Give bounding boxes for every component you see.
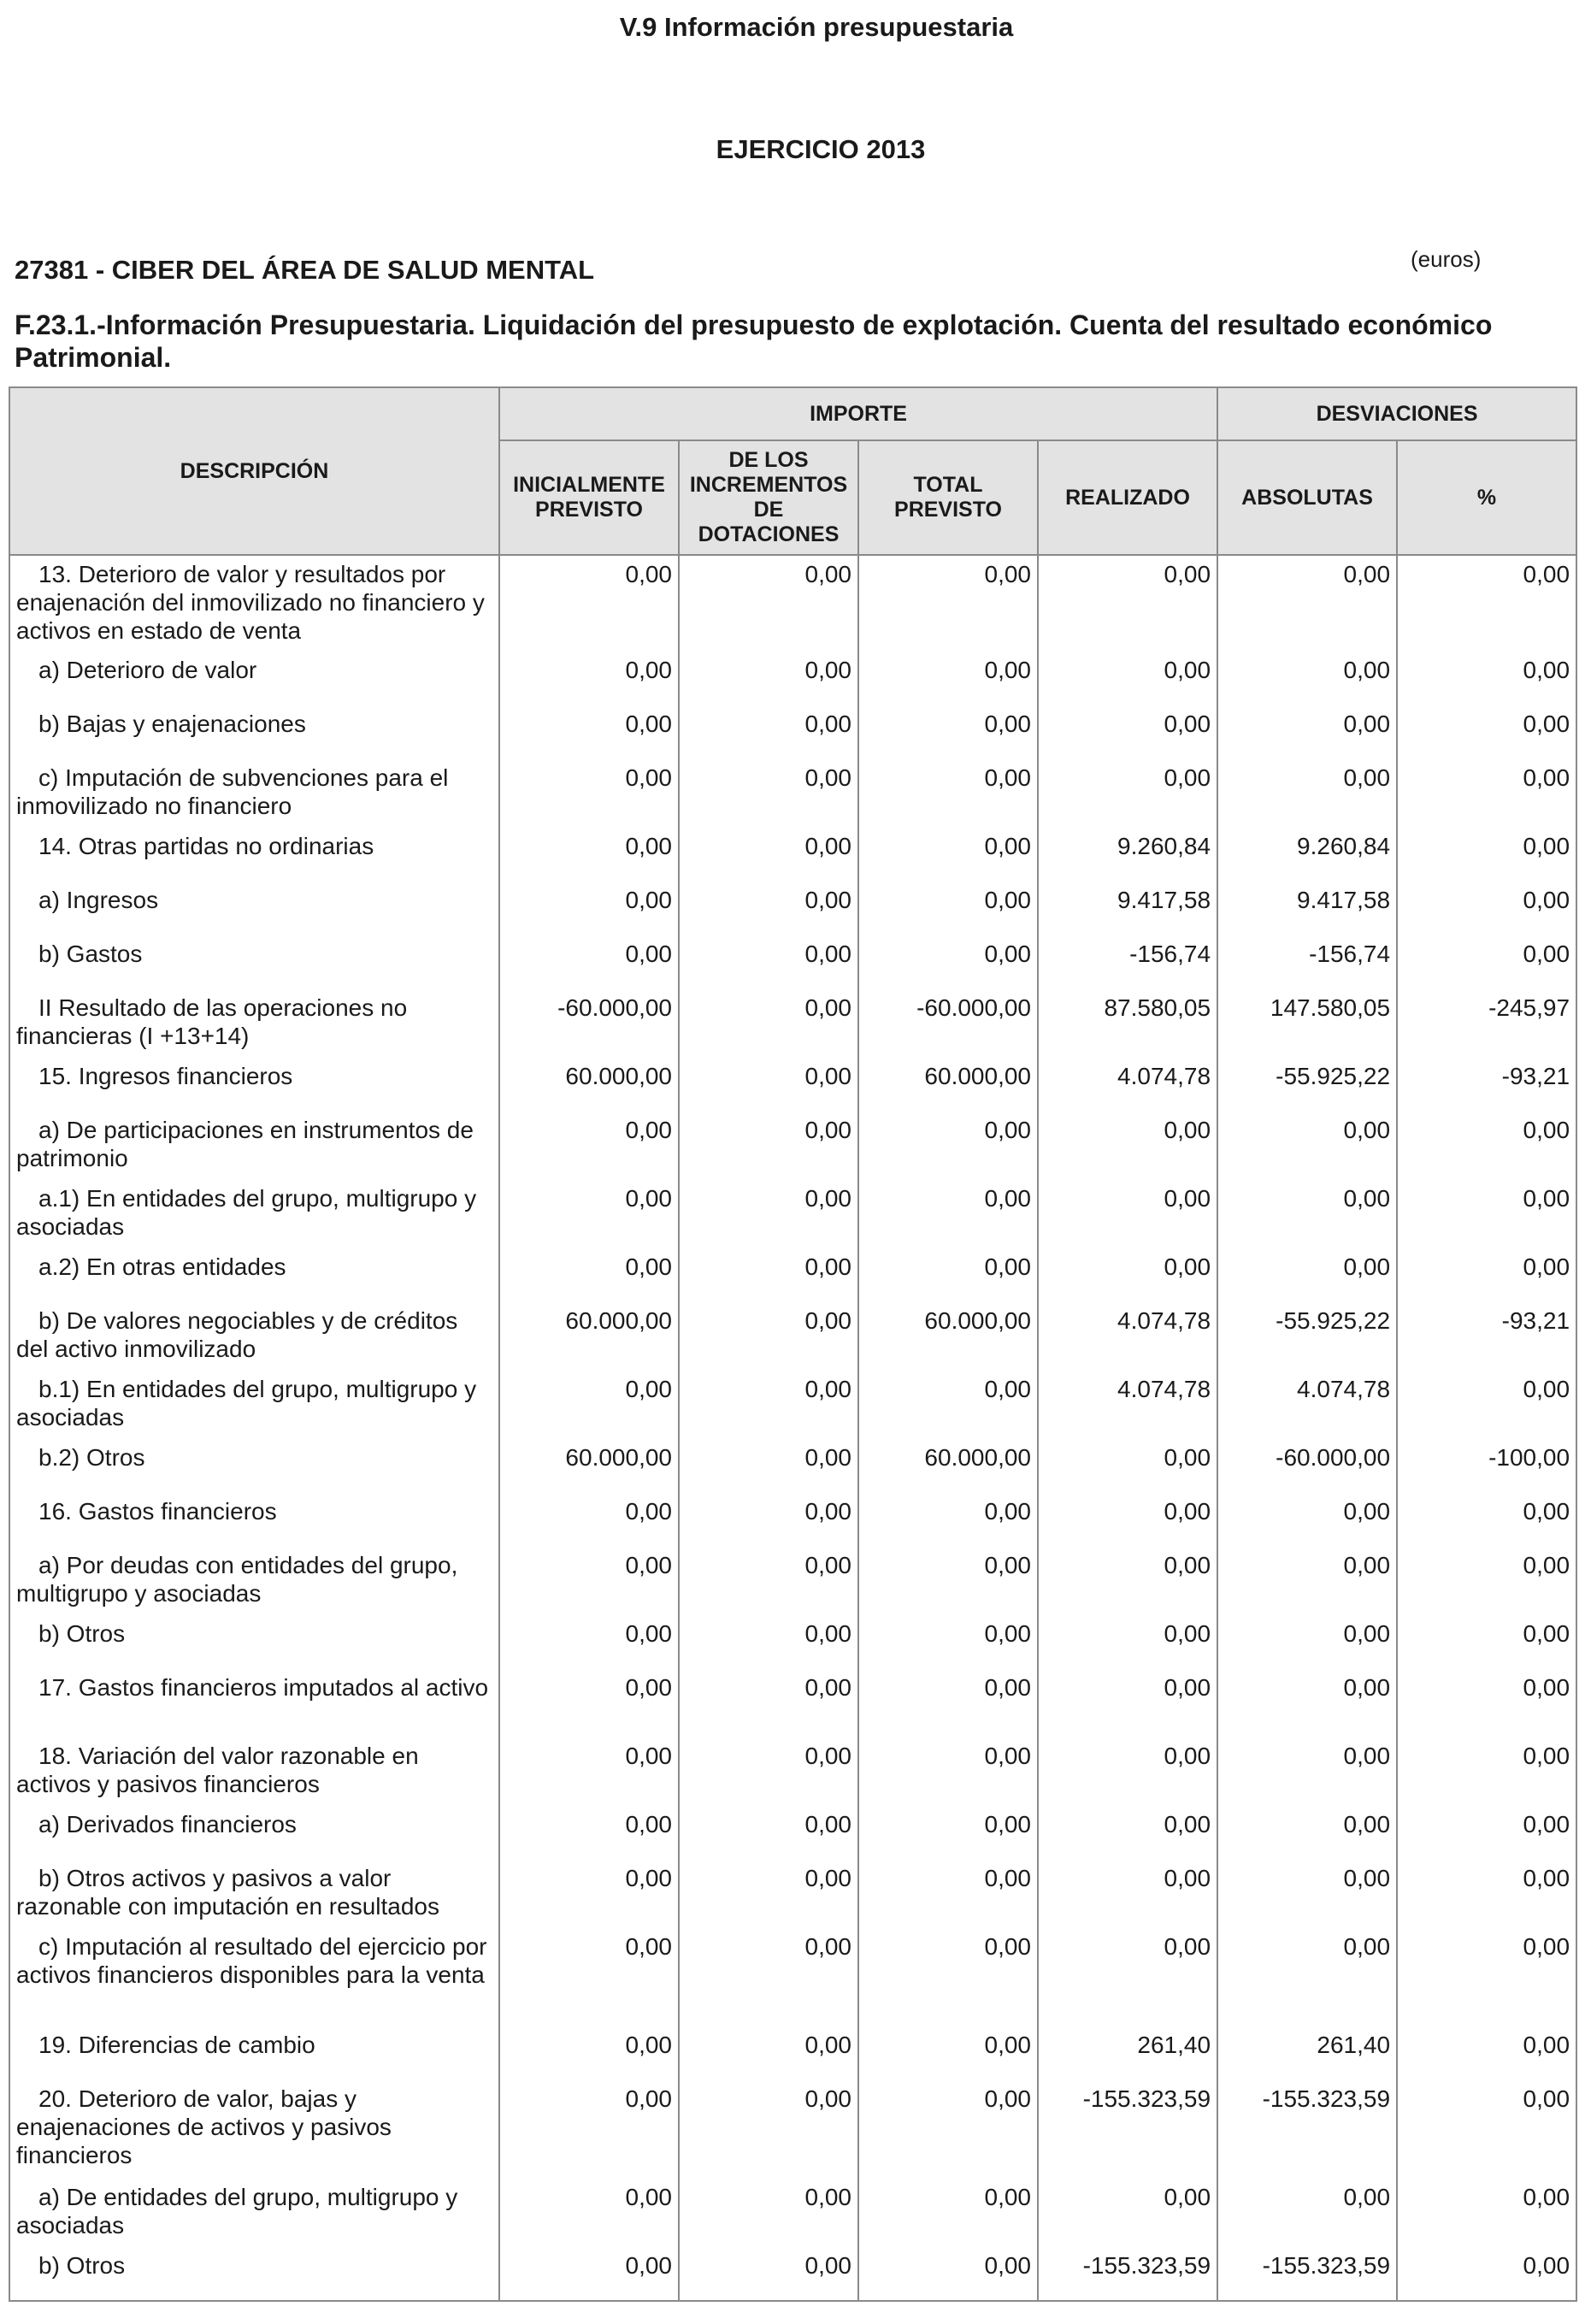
table-row — [9, 1439, 1576, 1493]
cell-total-previsto: 0,00 — [858, 882, 1038, 935]
cell-porcentaje: 0,00 — [1397, 555, 1576, 652]
row-description: a) De entidades del grupo, multigrupo y asociadas — [9, 2179, 499, 2247]
cell-realizado: 0,00 — [1038, 1615, 1217, 1669]
cell-inicialmente-previsto: 0,00 — [499, 2247, 679, 2301]
table-row — [9, 2247, 1576, 2301]
cell-realizado: 0,00 — [1038, 2179, 1217, 2247]
table-row — [9, 2026, 1576, 2080]
cell-inicialmente-previsto: 0,00 — [499, 1806, 679, 1860]
cell-porcentaje: 0,00 — [1397, 705, 1576, 759]
row-description: II Resultado de las operaciones no financieras (I +13+14) — [9, 989, 499, 1058]
cell-realizado: 0,00 — [1038, 1547, 1217, 1615]
cell-incrementos-dotaciones: 0,00 — [679, 1112, 858, 1180]
header-desviaciones: DESVIACIONES — [1217, 387, 1576, 440]
cell-inicialmente-previsto: 0,00 — [499, 1928, 679, 2026]
cell-realizado: 4.074,78 — [1038, 1302, 1217, 1371]
cell-realizado: -155.323,59 — [1038, 2080, 1217, 2179]
entity-name: 27381 - CIBER DEL ÁREA DE SALUD MENTAL — [15, 255, 595, 285]
cell-porcentaje: 0,00 — [1397, 1180, 1576, 1248]
cell-incrementos-dotaciones: 0,00 — [679, 759, 858, 828]
cell-incrementos-dotaciones: 0,00 — [679, 882, 858, 935]
cell-realizado: 0,00 — [1038, 1180, 1217, 1248]
table-row — [9, 1302, 1576, 1371]
cell-realizado: 0,00 — [1038, 705, 1217, 759]
fiscal-year-title: EJERCICIO 2013 — [716, 134, 926, 164]
cell-porcentaje: 0,00 — [1397, 1669, 1576, 1737]
row-description: 19. Diferencias de cambio — [9, 2026, 499, 2080]
cell-total-previsto: 0,00 — [858, 2247, 1038, 2301]
cell-total-previsto: 0,00 — [858, 1806, 1038, 1860]
cell-total-previsto: 0,00 — [858, 1547, 1038, 1615]
cell-total-previsto: 0,00 — [858, 555, 1038, 652]
cell-total-previsto: 0,00 — [858, 652, 1038, 705]
cell-realizado: 0,00 — [1038, 1669, 1217, 1737]
table-row — [9, 555, 1576, 652]
cell-absolutas: 0,00 — [1217, 1248, 1397, 1302]
row-description: 14. Otras partidas no ordinarias — [9, 828, 499, 882]
cell-inicialmente-previsto: 0,00 — [499, 555, 679, 652]
cell-absolutas: -55.925,22 — [1217, 1302, 1397, 1371]
table-row — [9, 759, 1576, 828]
cell-realizado: 261,40 — [1038, 2026, 1217, 2080]
budget-table — [9, 386, 1577, 2302]
cell-porcentaje: 0,00 — [1397, 2179, 1576, 2247]
row-description: 16. Gastos financieros — [9, 1493, 499, 1547]
cell-incrementos-dotaciones: 0,00 — [679, 1371, 858, 1439]
cell-inicialmente-previsto: 0,00 — [499, 935, 679, 989]
cell-porcentaje: 0,00 — [1397, 1547, 1576, 1615]
cell-absolutas: 0,00 — [1217, 1493, 1397, 1547]
cell-inicialmente-previsto: -60.000,00 — [499, 989, 679, 1058]
cell-inicialmente-previsto: 0,00 — [499, 1248, 679, 1302]
cell-absolutas: 0,00 — [1217, 1615, 1397, 1669]
cell-realizado: -155.323,59 — [1038, 2247, 1217, 2301]
cell-total-previsto: 0,00 — [858, 2080, 1038, 2179]
row-description: a) Derivados financieros — [9, 1806, 499, 1860]
cell-realizado: 87.580,05 — [1038, 989, 1217, 1058]
cell-absolutas: -55.925,22 — [1217, 1058, 1397, 1112]
cell-incrementos-dotaciones: 0,00 — [679, 1860, 858, 1928]
cell-total-previsto: 0,00 — [858, 1493, 1038, 1547]
cell-total-previsto: 0,00 — [858, 1248, 1038, 1302]
table-row — [9, 2179, 1576, 2247]
cell-total-previsto: 0,00 — [858, 2026, 1038, 2080]
cell-absolutas: 0,00 — [1217, 1669, 1397, 1737]
cell-total-previsto: 0,00 — [858, 828, 1038, 882]
cell-absolutas: 0,00 — [1217, 1928, 1397, 2026]
cell-total-previsto: 0,00 — [858, 1737, 1038, 1806]
cell-absolutas: 0,00 — [1217, 1180, 1397, 1248]
table-row — [9, 1493, 1576, 1547]
table-row — [9, 1180, 1576, 1248]
cell-absolutas: 0,00 — [1217, 1737, 1397, 1806]
row-description: b) Otros — [9, 1615, 499, 1669]
table-body — [9, 555, 1576, 2301]
cell-realizado: 0,00 — [1038, 555, 1217, 652]
header-descripcion: DESCRIPCIÓN — [9, 387, 499, 555]
cell-incrementos-dotaciones: 0,00 — [679, 935, 858, 989]
cell-porcentaje: 0,00 — [1397, 2026, 1576, 2080]
table-row — [9, 1669, 1576, 1737]
cell-absolutas: 261,40 — [1217, 2026, 1397, 2080]
cell-absolutas: -155.323,59 — [1217, 2247, 1397, 2301]
cell-total-previsto: 0,00 — [858, 759, 1038, 828]
cell-porcentaje: 0,00 — [1397, 1928, 1576, 2026]
cell-incrementos-dotaciones: 0,00 — [679, 1547, 858, 1615]
cell-incrementos-dotaciones: 0,00 — [679, 828, 858, 882]
cell-absolutas: 0,00 — [1217, 555, 1397, 652]
cell-inicialmente-previsto: 0,00 — [499, 1371, 679, 1439]
row-description: c) Imputación de subvenciones para el inmovilizado no financiero — [9, 759, 499, 828]
table-row — [9, 882, 1576, 935]
row-description: b) Bajas y enajenaciones — [9, 705, 499, 759]
cell-incrementos-dotaciones: 0,00 — [679, 2179, 858, 2247]
cell-incrementos-dotaciones: 0,00 — [679, 2247, 858, 2301]
cell-inicialmente-previsto: 0,00 — [499, 1737, 679, 1806]
cell-inicialmente-previsto: 60.000,00 — [499, 1302, 679, 1371]
cell-realizado: 0,00 — [1038, 1860, 1217, 1928]
cell-total-previsto: 60.000,00 — [858, 1302, 1038, 1371]
row-description: a.1) En entidades del grupo, multigrupo y asociadas — [9, 1180, 499, 1248]
cell-realizado: 0,00 — [1038, 1439, 1217, 1493]
cell-absolutas: 0,00 — [1217, 1860, 1397, 1928]
cell-inicialmente-previsto: 0,00 — [499, 759, 679, 828]
cell-realizado: 0,00 — [1038, 1112, 1217, 1180]
cell-total-previsto: 0,00 — [858, 705, 1038, 759]
row-description: a) Ingresos — [9, 882, 499, 935]
row-description: b.1) En entidades del grupo, multigrupo y asociadas — [9, 1371, 499, 1439]
cell-total-previsto: 0,00 — [858, 1860, 1038, 1928]
section-title: V.9 Información presupuestaria — [619, 12, 1014, 42]
cell-inicialmente-previsto: 0,00 — [499, 882, 679, 935]
cell-total-previsto: 0,00 — [858, 1180, 1038, 1248]
cell-porcentaje: 0,00 — [1397, 2247, 1576, 2301]
cell-absolutas: 9.417,58 — [1217, 882, 1397, 935]
table-row — [9, 1860, 1576, 1928]
cell-absolutas: 0,00 — [1217, 705, 1397, 759]
cell-incrementos-dotaciones: 0,00 — [679, 1493, 858, 1547]
cell-porcentaje: 0,00 — [1397, 2080, 1576, 2179]
table-row — [9, 1928, 1576, 2026]
cell-porcentaje: 0,00 — [1397, 652, 1576, 705]
cell-incrementos-dotaciones: 0,00 — [679, 1180, 858, 1248]
cell-porcentaje: 0,00 — [1397, 1112, 1576, 1180]
cell-realizado: 4.074,78 — [1038, 1371, 1217, 1439]
cell-total-previsto: 0,00 — [858, 1112, 1038, 1180]
units-label: (euros) — [1411, 246, 1482, 272]
table-group-header-row — [9, 387, 1576, 440]
cell-incrementos-dotaciones: 0,00 — [679, 1737, 858, 1806]
cell-incrementos-dotaciones: 0,00 — [679, 1928, 858, 2026]
cell-inicialmente-previsto: 0,00 — [499, 1669, 679, 1737]
cell-porcentaje: 0,00 — [1397, 1860, 1576, 1928]
cell-incrementos-dotaciones: 0,00 — [679, 989, 858, 1058]
cell-porcentaje: 0,00 — [1397, 935, 1576, 989]
cell-realizado: 0,00 — [1038, 1248, 1217, 1302]
header-porcentaje: % — [1397, 440, 1576, 555]
cell-inicialmente-previsto: 0,00 — [499, 2080, 679, 2179]
cell-incrementos-dotaciones: 0,00 — [679, 705, 858, 759]
row-description: b) Gastos — [9, 935, 499, 989]
cell-total-previsto: 60.000,00 — [858, 1439, 1038, 1493]
row-description: b) De valores negociables y de créditos del activo inmovilizado — [9, 1302, 499, 1371]
cell-absolutas: 0,00 — [1217, 652, 1397, 705]
cell-total-previsto: 60.000,00 — [858, 1058, 1038, 1112]
table-header — [9, 387, 1576, 555]
table-row — [9, 1547, 1576, 1615]
header-total-previsto: TOTAL PREVISTO — [858, 440, 1038, 555]
cell-incrementos-dotaciones: 0,00 — [679, 1058, 858, 1112]
cell-incrementos-dotaciones: 0,00 — [679, 555, 858, 652]
table-row — [9, 705, 1576, 759]
table-row — [9, 1058, 1576, 1112]
row-description: a) Por deudas con entidades del grupo, multigrupo y asociadas — [9, 1547, 499, 1615]
cell-realizado: 0,00 — [1038, 759, 1217, 828]
cell-inicialmente-previsto: 0,00 — [499, 828, 679, 882]
table-row — [9, 828, 1576, 882]
header-realizado: REALIZADO — [1038, 440, 1217, 555]
cell-total-previsto: 0,00 — [858, 1928, 1038, 2026]
table-row — [9, 652, 1576, 705]
cell-porcentaje: 0,00 — [1397, 882, 1576, 935]
cell-realizado: 0,00 — [1038, 652, 1217, 705]
cell-absolutas: -156,74 — [1217, 935, 1397, 989]
cell-realizado: 9.417,58 — [1038, 882, 1217, 935]
row-description: 20. Deterioro de valor, bajas y enajenaciones de activos y pasivos financieros — [9, 2080, 499, 2179]
cell-total-previsto: 0,00 — [858, 1615, 1038, 1669]
cell-incrementos-dotaciones: 0,00 — [679, 1669, 858, 1737]
table-row — [9, 1112, 1576, 1180]
row-description: a.2) En otras entidades — [9, 1248, 499, 1302]
table-row — [9, 1371, 1576, 1439]
cell-porcentaje: -100,00 — [1397, 1439, 1576, 1493]
cell-realizado: 9.260,84 — [1038, 828, 1217, 882]
cell-absolutas: -155.323,59 — [1217, 2080, 1397, 2179]
cell-inicialmente-previsto: 60.000,00 — [499, 1439, 679, 1493]
cell-inicialmente-previsto: 0,00 — [499, 1860, 679, 1928]
cell-inicialmente-previsto: 0,00 — [499, 652, 679, 705]
cell-realizado: 0,00 — [1038, 1493, 1217, 1547]
row-description: 13. Deterioro de valor y resultados por enajenación del inmovilizado no financiero y activos en estado de venta — [9, 555, 499, 652]
cell-absolutas: 0,00 — [1217, 1806, 1397, 1860]
cell-inicialmente-previsto: 60.000,00 — [499, 1058, 679, 1112]
cell-porcentaje: -93,21 — [1397, 1058, 1576, 1112]
cell-porcentaje: 0,00 — [1397, 1371, 1576, 1439]
row-description: a) Deterioro de valor — [9, 652, 499, 705]
row-description: b) Otros activos y pasivos a valor razonable con imputación en resultados — [9, 1860, 499, 1928]
row-description: c) Imputación al resultado del ejercicio por activos financieros disponibles para la venta — [9, 1928, 499, 2026]
cell-inicialmente-previsto: 0,00 — [499, 1493, 679, 1547]
cell-realizado: -156,74 — [1038, 935, 1217, 989]
cell-incrementos-dotaciones: 0,00 — [679, 652, 858, 705]
cell-absolutas: 9.260,84 — [1217, 828, 1397, 882]
cell-incrementos-dotaciones: 0,00 — [679, 2080, 858, 2179]
cell-incrementos-dotaciones: 0,00 — [679, 1302, 858, 1371]
cell-realizado: 0,00 — [1038, 1737, 1217, 1806]
row-description: a) De participaciones en instrumentos de patrimonio — [9, 1112, 499, 1180]
cell-incrementos-dotaciones: 0,00 — [679, 2026, 858, 2080]
cell-porcentaje: 0,00 — [1397, 828, 1576, 882]
cell-total-previsto: 0,00 — [858, 935, 1038, 989]
cell-incrementos-dotaciones: 0,00 — [679, 1439, 858, 1493]
table-row — [9, 1248, 1576, 1302]
cell-inicialmente-previsto: 0,00 — [499, 1615, 679, 1669]
cell-porcentaje: 0,00 — [1397, 1248, 1576, 1302]
row-description: 17. Gastos financieros imputados al activo — [9, 1669, 499, 1737]
row-description: b.2) Otros — [9, 1439, 499, 1493]
table-row — [9, 1806, 1576, 1860]
cell-porcentaje: 0,00 — [1397, 759, 1576, 828]
cell-porcentaje: 0,00 — [1397, 1493, 1576, 1547]
table-row — [9, 1737, 1576, 1806]
cell-absolutas: 0,00 — [1217, 759, 1397, 828]
cell-total-previsto: 0,00 — [858, 2179, 1038, 2247]
table-row — [9, 935, 1576, 989]
table-row — [9, 2080, 1576, 2179]
cell-absolutas: 0,00 — [1217, 1112, 1397, 1180]
cell-porcentaje: -245,97 — [1397, 989, 1576, 1058]
cell-total-previsto: 0,00 — [858, 1371, 1038, 1439]
cell-inicialmente-previsto: 0,00 — [499, 705, 679, 759]
row-description: 15. Ingresos financieros — [9, 1058, 499, 1112]
cell-porcentaje: 0,00 — [1397, 1615, 1576, 1669]
cell-realizado: 0,00 — [1038, 1928, 1217, 2026]
row-description: 18. Variación del valor razonable en activos y pasivos financieros — [9, 1737, 499, 1806]
cell-total-previsto: 0,00 — [858, 1669, 1038, 1737]
header-importe: IMPORTE — [499, 387, 1217, 440]
cell-inicialmente-previsto: 0,00 — [499, 1180, 679, 1248]
cell-incrementos-dotaciones: 0,00 — [679, 1806, 858, 1860]
cell-absolutas: 0,00 — [1217, 2179, 1397, 2247]
cell-absolutas: 147.580,05 — [1217, 989, 1397, 1058]
header-incrementos-dotaciones: DE LOS INCREMENTOS DE DOTACIONES — [679, 440, 858, 555]
cell-inicialmente-previsto: 0,00 — [499, 2179, 679, 2247]
header-absolutas: ABSOLUTAS — [1217, 440, 1397, 555]
cell-porcentaje: -93,21 — [1397, 1302, 1576, 1371]
form-title: F.23.1.-Información Presupuestaria. Liquidación del presupuesto de explotación. Cuenta del resultado económico Patrimonial. — [15, 310, 1493, 373]
cell-porcentaje: 0,00 — [1397, 1806, 1576, 1860]
row-description: b) Otros — [9, 2247, 499, 2301]
table-row — [9, 1615, 1576, 1669]
cell-inicialmente-previsto: 0,00 — [499, 1547, 679, 1615]
cell-incrementos-dotaciones: 0,00 — [679, 1615, 858, 1669]
cell-absolutas: -60.000,00 — [1217, 1439, 1397, 1493]
cell-realizado: 4.074,78 — [1038, 1058, 1217, 1112]
header-inicialmente-previsto: INICIALMENTE PREVISTO — [499, 440, 679, 555]
table-row — [9, 989, 1576, 1058]
cell-total-previsto: -60.000,00 — [858, 989, 1038, 1058]
cell-absolutas: 0,00 — [1217, 1547, 1397, 1615]
cell-incrementos-dotaciones: 0,00 — [679, 1248, 858, 1302]
cell-absolutas: 4.074,78 — [1217, 1371, 1397, 1439]
cell-inicialmente-previsto: 0,00 — [499, 2026, 679, 2080]
cell-realizado: 0,00 — [1038, 1806, 1217, 1860]
cell-porcentaje: 0,00 — [1397, 1737, 1576, 1806]
cell-inicialmente-previsto: 0,00 — [499, 1112, 679, 1180]
